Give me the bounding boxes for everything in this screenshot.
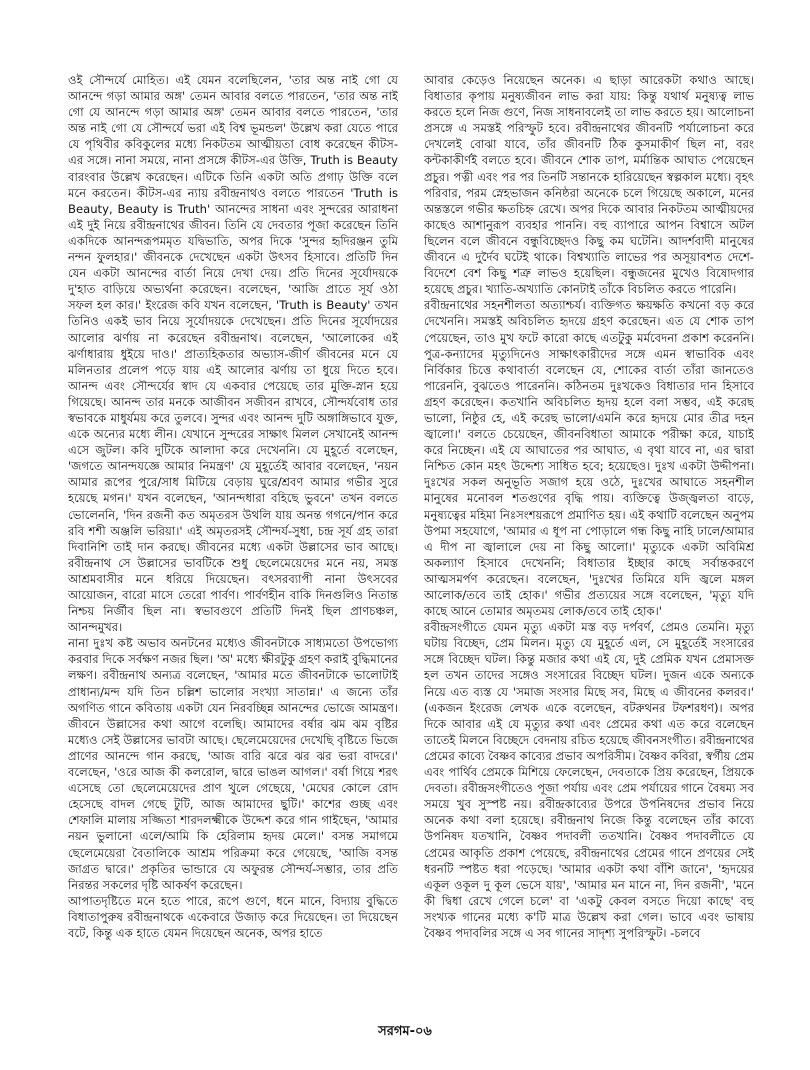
paragraph: আবার কেড়েও নিয়েছেন অনেক। এ ছাড়া আরেকটা কথাও আছে। বিধাতার কৃপায় মনুষ্যজীবন লাভ করা যায়: কিন্তু যথার্থ মনুষ্যত্ব লাভ করতে হলে নিজ গুণে, নিজ সাধনাবলেই তা লাভ করতে হয়। আলোচনা প্রসঙ্গে এ সমস্তই পরিস্ফুট হবে। রবীন্দ্রনাথের জীবনটি পর্যালোচনা করে দেখলেই বোঝা যাবে, তাঁর জীবনটি ঠিক কুসমাকীর্ণ ছিল না, বরং কন্টকাকীর্ণই বলতে হবে। জীবনে শোক তাপ, মর্মান্তিক আঘাত পেয়েছেন প্রচুর। পত্নী এবং পর পর তিনটি সন্তানকে হারিয়েছেন স্বল্পকাল মধ্যে। বৃহৎ পরিবার, পরম স্নেহভাজন কনিষ্ঠরা অনেকে চলে গিয়েছে অকালে, মনের অন্তস্তলে গভীর ক্ষতচিহ্ন রেখে। অপর দিকে আবার নিকটতম আত্মীয়দের কাছেও আশানুরূপ ব্যবহার পাননি। বহু ব্যাপারে আপন বিশ্বাসে অটল ছিলেন বলে জীবনে বন্ধুবিচ্ছেদও কিছু কম ঘটেনি। আদর্শবাদী মানুষের জীবনে এ দুর্দৈব ঘটেই থাকে। বিশ্বখ্যাতি লাভের পর অসূয়াবশত দেশে-বিদেশে বেশ কিছু শত্রু লাভও হয়েছিল। বন্ধুজনের মুখেও বিষোদগার হয়েছে প্রচুর। খ্যাতি-অখ্যাতি কোনটাই তাঁকে বিচলিত করতে পারেনি। — [424, 73, 754, 297]
paragraph: ওই সৌন্দর্যে মোহিত। এই যেমন বলেছিলেন, 'তার অন্ত নাই গো যে আনন্দে গড়া আমার অঙ্গ' তেমন আবার বলতে পারতেন, 'তার অন্ত নাই গো যে আনন্দে গড়া আমার অঙ্গ' তেমন আবার বলতে পারতেন, 'তার অন্ত নাই গো যে সৌন্দর্যে ভরা এই বিশ্ব ভূমন্ডল' উল্লেখ করা যেতে পারে যে পৃথিবীর কবিকুলের মধ্যে নিকটতম আত্মীয়তা বোধ করেছেন কীটস-এর সঙ্গে। নানা সময়ে, নানা প্রসঙ্গে কীটস-এর উক্তি, Truth is Beauty বারংবার উল্লেখ করেছেন। এটিকে তিনি একটা অতি প্রগাঢ় উক্তি বলে মনে করতেন। কীটস-এর ন্যায় রবীন্দ্রনাথও বলতে পারতেন 'Truth is Beauty, Beauty is Truth' আনন্দের সাধনা এবং সুন্দরের আরাধনা এই দুই নিয়ে রবীন্দ্রনাথের জীবন। তিনি যে দেবতার পূজা করেছেন তিনি একদিকে আনন্দরূপমমৃত যদ্বিভাতি, অপর দিকে 'সুন্দর হৃদিরঞ্জন তুমি নন্দন ফুলহার।' জীবনকে দেখেছেন একটা উৎসব হিসাবে। প্রতিটি দিন যেন একটা আনন্দের বার্তা নিয়ে দেখা দেয়। প্রতি দিনের সূর্যোদয়কে দু'হাত বাড়িয়ে অভ্যর্থনা করেছেন। বলেছেন, 'আজি প্রাতে সূর্য ওঠা সফল হল কার।' ইংরেজ কবি যখন বলেছেন, 'Truth is Beauty' তখন তিনিও একই ভাব নিয়ে সূর্যোদয়কে দেখেছেন। প্রতি দিনের সূর্যোদয়ের আলোর ঝর্ণায় না করেছেন রবীন্দ্রনাথ। বলেছেন, 'আলোকের এই ঝর্ণাধারায় ধুইয়ে দাও।' প্রাত্যহিকতার অভ্যাস-জীর্ণ জীবনের মনে যে মলিনতার প্রলেপ পড়ে যায় এই আলোর ঝর্ণায় তা ধুয়ে দিতে হবে। আনন্দ এবং সৌন্দর্যের স্বাদ যে একবার পেয়েছে তার মুক্তি-স্নান হয়ে গিয়েছে। আনন্দ তার মনকে আজীবন সজীবন রাখবে, সৌন্দর্যবোধ তার স্বভাবকে মাধুর্যময় করে তুলবে। সুন্দর এবং আনন্দ দুটি অঙ্গাঙ্গিভাবে যুক্ত, একে অন্যের মধ্যে লীন। যেখানে সুন্দরের সাক্ষাৎ মিলল সেখানেই আনন্দ এসে জুটল। কবি দুটিকে আলাদা করে দেখেননি। যে মুহূর্তে বলেছেন, 'জগতে আনন্দযজ্ঞে আমার নিমন্ত্রণ' যে মুহূর্তেই আবার বলেছেন, 'নয়ন আমার রূপের পুরে/সাধ মিটিয়ে বেড়ায় ঘুরে/শ্রবণ আমার গভীর সুরে হয়েছে মগন।' যখন বলেছেন, 'আনন্দধারা বহিছে ভুবনে' তখন বলতে ভোলেননি, 'দিন রজনী কত অমৃতরস উথলি যায় অনন্ত গগনে/পান করে রবি শশী অঞ্জলি ভরিয়া।' এই অমৃতরসই সৌন্দর্য-সুধা, চন্দ্র সূর্য গ্রহ তারা দিবানিশি তাই দান করছে। জীবনের মধ্যে একটা উল্লাসের ভাব আছে। রবীন্দ্রনাথ সে উল্লাসের ভাবটিকে শুধু ছেলেমেয়েদের মনে নয়, সমস্ত আশ্রমবাসীর মনে ধরিয়ে দিয়েছেন। বৎসরব্যাপী নানা উৎসবের আয়োজন, বারো মাসে তেরো পার্বণ। পার্বণহীন বাকি দিনগুলিও নিতান্ত নিশ্চয় নির্জীব ছিল না। স্বভাবগুণে প্রতিটি দিনই ছিল প্রাণচঞ্চল, আনন্দমুখর। — [68, 73, 398, 635]
article-column-right — [424, 72, 754, 1022]
article-body — [68, 72, 754, 1022]
paragraph: রবীন্দ্রসংগীতে যেমন মৃত্যু একটা মস্ত বড় দর্পবর্ণ, প্রেমও তেমনি। মৃত্যু ঘটায় বিচ্ছেদ, প্রেম মিলন। মৃত্যু যে মুহূর্তে এল, সে মুহূর্তেই সংসারের সঙ্গে বিচ্ছেদ ঘটল। কিন্তু মজার কথা এই যে, দুই প্রেমিক যখন প্রেমাসক্ত হল তখন তাদের সঙ্গেও সংসারের বিচ্ছেদ ঘটল। দুজন একে অন্যকে নিয়ে এত ব্যস্ত যে 'সমাজ সংসার মিছে সব, মিছে এ জীবনের কলরব।' (একজন ইংরেজ লেখক একে বলেছেন, বটরুথনর টফশরধণ)। অপর দিকে আবার এই যে মৃত্যুর কথা এবং প্রেমের কথা এত করে বলেছেন তাতেই মিলনে বিচ্ছেদে বেদনায় রচিত হয়েছে জীবনসংগীত। রবীন্দ্রনাথের প্রেমের কাব্যে বৈষ্ণব কাব্যের প্রভাব অপরিসীম। বৈষ্ণব কবিরা, স্বর্গীয় প্রেম এবং পার্থিব প্রেমকে মিশিয়ে ফেলেছেন, দেবতাকে প্রিয় করেছেন, প্রিয়কে দেবতা। রবীন্দ্রসংগীতেও পূজা পর্যায় এবং প্রেম পর্যায়ের গানে বৈষম্য সব সময়ে খুব সুস্পষ্ট নয়। রবীন্দ্রকাব্যের উপরে উপনিষদের প্রভাব নিয়ে অনেক কথা বলা হয়েছে। রবীন্দ্রনাথ নিজে কিন্তু বলেছেন তাঁর কাব্যে উপনিষদ যতখানি, বৈষ্ণব পদাবলী ততখানি। বৈষ্ণব পদাবলীতে যে প্রেমের আকৃতি প্রকাশ পেয়েছে, রবীন্দ্রনাথের প্রেমের গানে প্রণয়ের সেই ধরনটি স্পষ্টত ধরা পড়েছে। 'আমার একটা কথা বাঁশি জানে', 'হৃদয়ের একূল ওকূল দু কূল ভেসে যায়', 'আমার মন মানে না, দিন রজনী', 'মনে কী দ্বিধা রেখে গেলে চলে' বা 'একটু কেবল বসতে দিয়ো কাছে' বহু সংখ্যক গানের মধ্যে ক'টি মাত্র উল্লেখ করা গেল। ভাবে এবং ভাষায় বৈষ্ণব পদাবলির সঙ্গে এ সব গানের সাদৃশ্য সুপরিস্ফুট। -চলবে — [424, 620, 754, 940]
article-column-left — [68, 72, 398, 1022]
paragraph: আপাতদৃষ্টিতে মনে হতে পারে, রূপে গুণে, ধনে মানে, বিদ্যায় বুদ্ধিতে বিধাতাপুরুষ রবীন্দ্রনাথকে একেবারে উজাড় করে দিয়েছেন। তা দিয়েছেন বটে, কিন্তু এক হাতে যেমন দিয়েছেন অনেক, অপর হাতে — [68, 893, 398, 940]
paragraph: নানা দুঃখ কষ্ট অভাব অনটনের মধ্যেও জীবনটাকে সাধ্যমতো উপভোগ্য করবার দিকে সর্বক্ষণ নজর ছিল। 'অ' মধ্যে ক্ষীরটুকু গ্রহণ করাই বুদ্ধিমানের লক্ষণ। রবীন্দ্রনাথ অন্যত্র বলেছেন, 'আমার মতে জীবনটাকে ভালোটাই প্রাধান্য/মন্দ যদি তিন চল্লিশ ভালোর সংখ্যা সাতান্ন।' এ জন্যে তাঁর অগণিত গানে কবিতায় একটা যেন নিরবচ্ছিন্ন আনন্দের ভোজে আমন্ত্রণ। জীবনে উল্লাসের কথা আগে বলেছি। আমাদের বর্ষার ঝম ঝম বৃষ্টির মধ্যেও সেই উল্লাসের ভাবটা আছে। ছেলেমেয়েদের দেখেছি বৃষ্টিতে ভিজে প্রাণের আনন্দে গান করছে, 'আজ বারি ঝরে ঝর ঝর ভরা বাদরে।' বলেছেন, 'ওরে আজ কী কলরোল, দ্বারে ভাঙল আগল।' বর্ষা গিয়ে শরৎ এসেছে তো ছেলেমেয়েদের প্রাণ খুলে গেছেয়ে, 'মেঘের কোলে রোদ হেসেছে বাদল গেছে টুটি, আজ আমাদের ছুটি।' কাশের গুচ্ছ এবং শেফালি মালায় সজ্জিতা শারদলক্ষ্মীকে উদ্দেশ করে গান গাইছেন, 'আমার নয়ন ভুলানো এলে/আমি কি হেরিলাম হৃদয় মেলে।' বসন্ত সমাগমে ছেলেমেয়েরা বৈতালিকে আশ্রম পরিক্রমা করে গেয়েছে, 'আজি বসন্ত জাগ্রত দ্বারে।' প্রকৃতির ভান্ডারে যে অফুরন্ত সৌন্দর্য-সম্ভার, তার প্রতি নিরন্তর সকলের দৃষ্টি আকর্ষণ করেছেন। — [68, 636, 398, 892]
paragraph: রবীন্দ্রনাথের সহনশীলতা অত্যাশ্চর্য। ব্যক্তিগত ক্ষয়ক্ষতি কখনো বড় করে দেখেননি। সমস্তই অবিচলিত হৃদয়ে গ্রহণ করেছেন। এত যে শোক তাপ পেয়েছেন, তাও মুখ ফটে কারো কাছে এতটুকু মর্মবেদনা প্রকাশ করেননি। পুত্র-কন্যাদের মৃত্যুদিনেও সাক্ষাৎকারীদের সঙ্গে এমন স্বাভাবিক এবং নির্বিকার চিত্তে কথাবার্তা বলেছেন যে, শোকের বার্তা তাঁরা জানতেও পারেননি, বুঝতেও পারেননি। কঠিনতম দুঃখকেও বিধাতার দান হিসাবে গ্রহণ করেছেন। কতখানি অবিচলিত হৃদয় হলে বলা সম্ভব, এই করেছ ভালো, নিষ্ঠুর হে, এই করেছ ভালো/এমনি করে হৃদয়ে মোর তীব্র দহন জ্বালো।' বলতে চেয়েছেন, জীবনবিধাতা আমাকে পরীক্ষা করে, যাচাই করে নিচ্ছেন। এই যে আঘাতের পর আঘাত, এ বৃথা যাবে না, এর দ্বারা নিশ্চিত কোন মহৎ উদ্দেশ্য সাধিত হবে; হয়েছেও। দুঃখ একটা উদ্দীপনা। দুঃখের সকল অনুভূতি সজাগ হয়ে ওঠে, দুঃখের আঘাতে সহনশীল মানুষের মনোবল শতগুণের বৃদ্ধি পায়। ব্যক্তিত্বে উজ্জ্বলতা বাড়ে, মনুষ্যত্বের মহিমা নিঃসংশয়রূপে প্রমাণিত হয়। এই কথাটি বলেছেন অনুপম উপমা সহযোগে, 'আমার এ ধূপ না পোড়ালে গন্ধ কিছু নাহি ঢালে/আমার এ দীপ না জ্বালালে দেয় না কিছু আলো।' মৃত্যুকে একটা অবিমিশ্র অকল্যাণ হিসাবে দেখেননি; বিধাতার ইচ্ছার কাছে সর্বান্তকরণে আত্মসমর্পণ করেছেন। বলেছেন, 'দুঃখের তিমিরে যদি জ্বলে মঙ্গল আলোক/তবে তাই হোক।' গভীর প্রত্যয়ের সঙ্গে বলেছেন, 'মৃত্যু যদি কাছে আনে তোমার অমৃতময় লোক/তবে তাই হোক।' — [424, 298, 754, 619]
page-footer-label: সরগম-০৬ — [378, 1024, 432, 1039]
